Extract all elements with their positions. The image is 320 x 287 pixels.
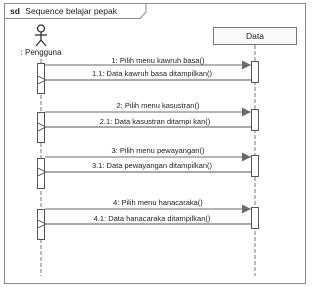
actor-activation-4 bbox=[38, 210, 45, 240]
diagram-frame bbox=[5, 4, 306, 284]
return-label-4: 4.1: Data hanacaraka ditampilkan() bbox=[93, 214, 211, 223]
return-label-3: 3.1: Data pewayangan ditampilkan() bbox=[91, 161, 213, 170]
return-label-1: 1.1: Data kawruh basa ditampilkan() bbox=[91, 69, 213, 78]
message-label-1: 1: Pilih menu kawruh basa() bbox=[111, 56, 205, 65]
actor-activation-2 bbox=[38, 113, 45, 143]
frame-keyword: sd bbox=[10, 6, 20, 16]
message-label-2: 2: Pilih menu kasustran() bbox=[116, 101, 200, 110]
object-activation-2 bbox=[252, 110, 259, 131]
actor-icon bbox=[35, 25, 47, 46]
object-label: Data bbox=[246, 31, 264, 41]
actor-activation-3 bbox=[38, 159, 45, 189]
object-activation-4 bbox=[252, 208, 259, 229]
frame-title: Sequence belajar pepak bbox=[25, 6, 117, 16]
return-label-2: 2.1: Data kasustran ditampi kan() bbox=[99, 117, 211, 126]
actor-activation-1 bbox=[38, 64, 45, 94]
message-label-3: 3: Pilih menu pewayangan() bbox=[111, 146, 205, 155]
message-label-4: 4: Pilih menu hanacaraka() bbox=[113, 198, 203, 207]
actor-label: : Pengguna bbox=[20, 48, 62, 57]
object-activation-3 bbox=[252, 156, 259, 177]
svg-text:sd Sequence belajar pepak bbox=[10, 6, 118, 16]
object-activation-1 bbox=[252, 62, 259, 83]
